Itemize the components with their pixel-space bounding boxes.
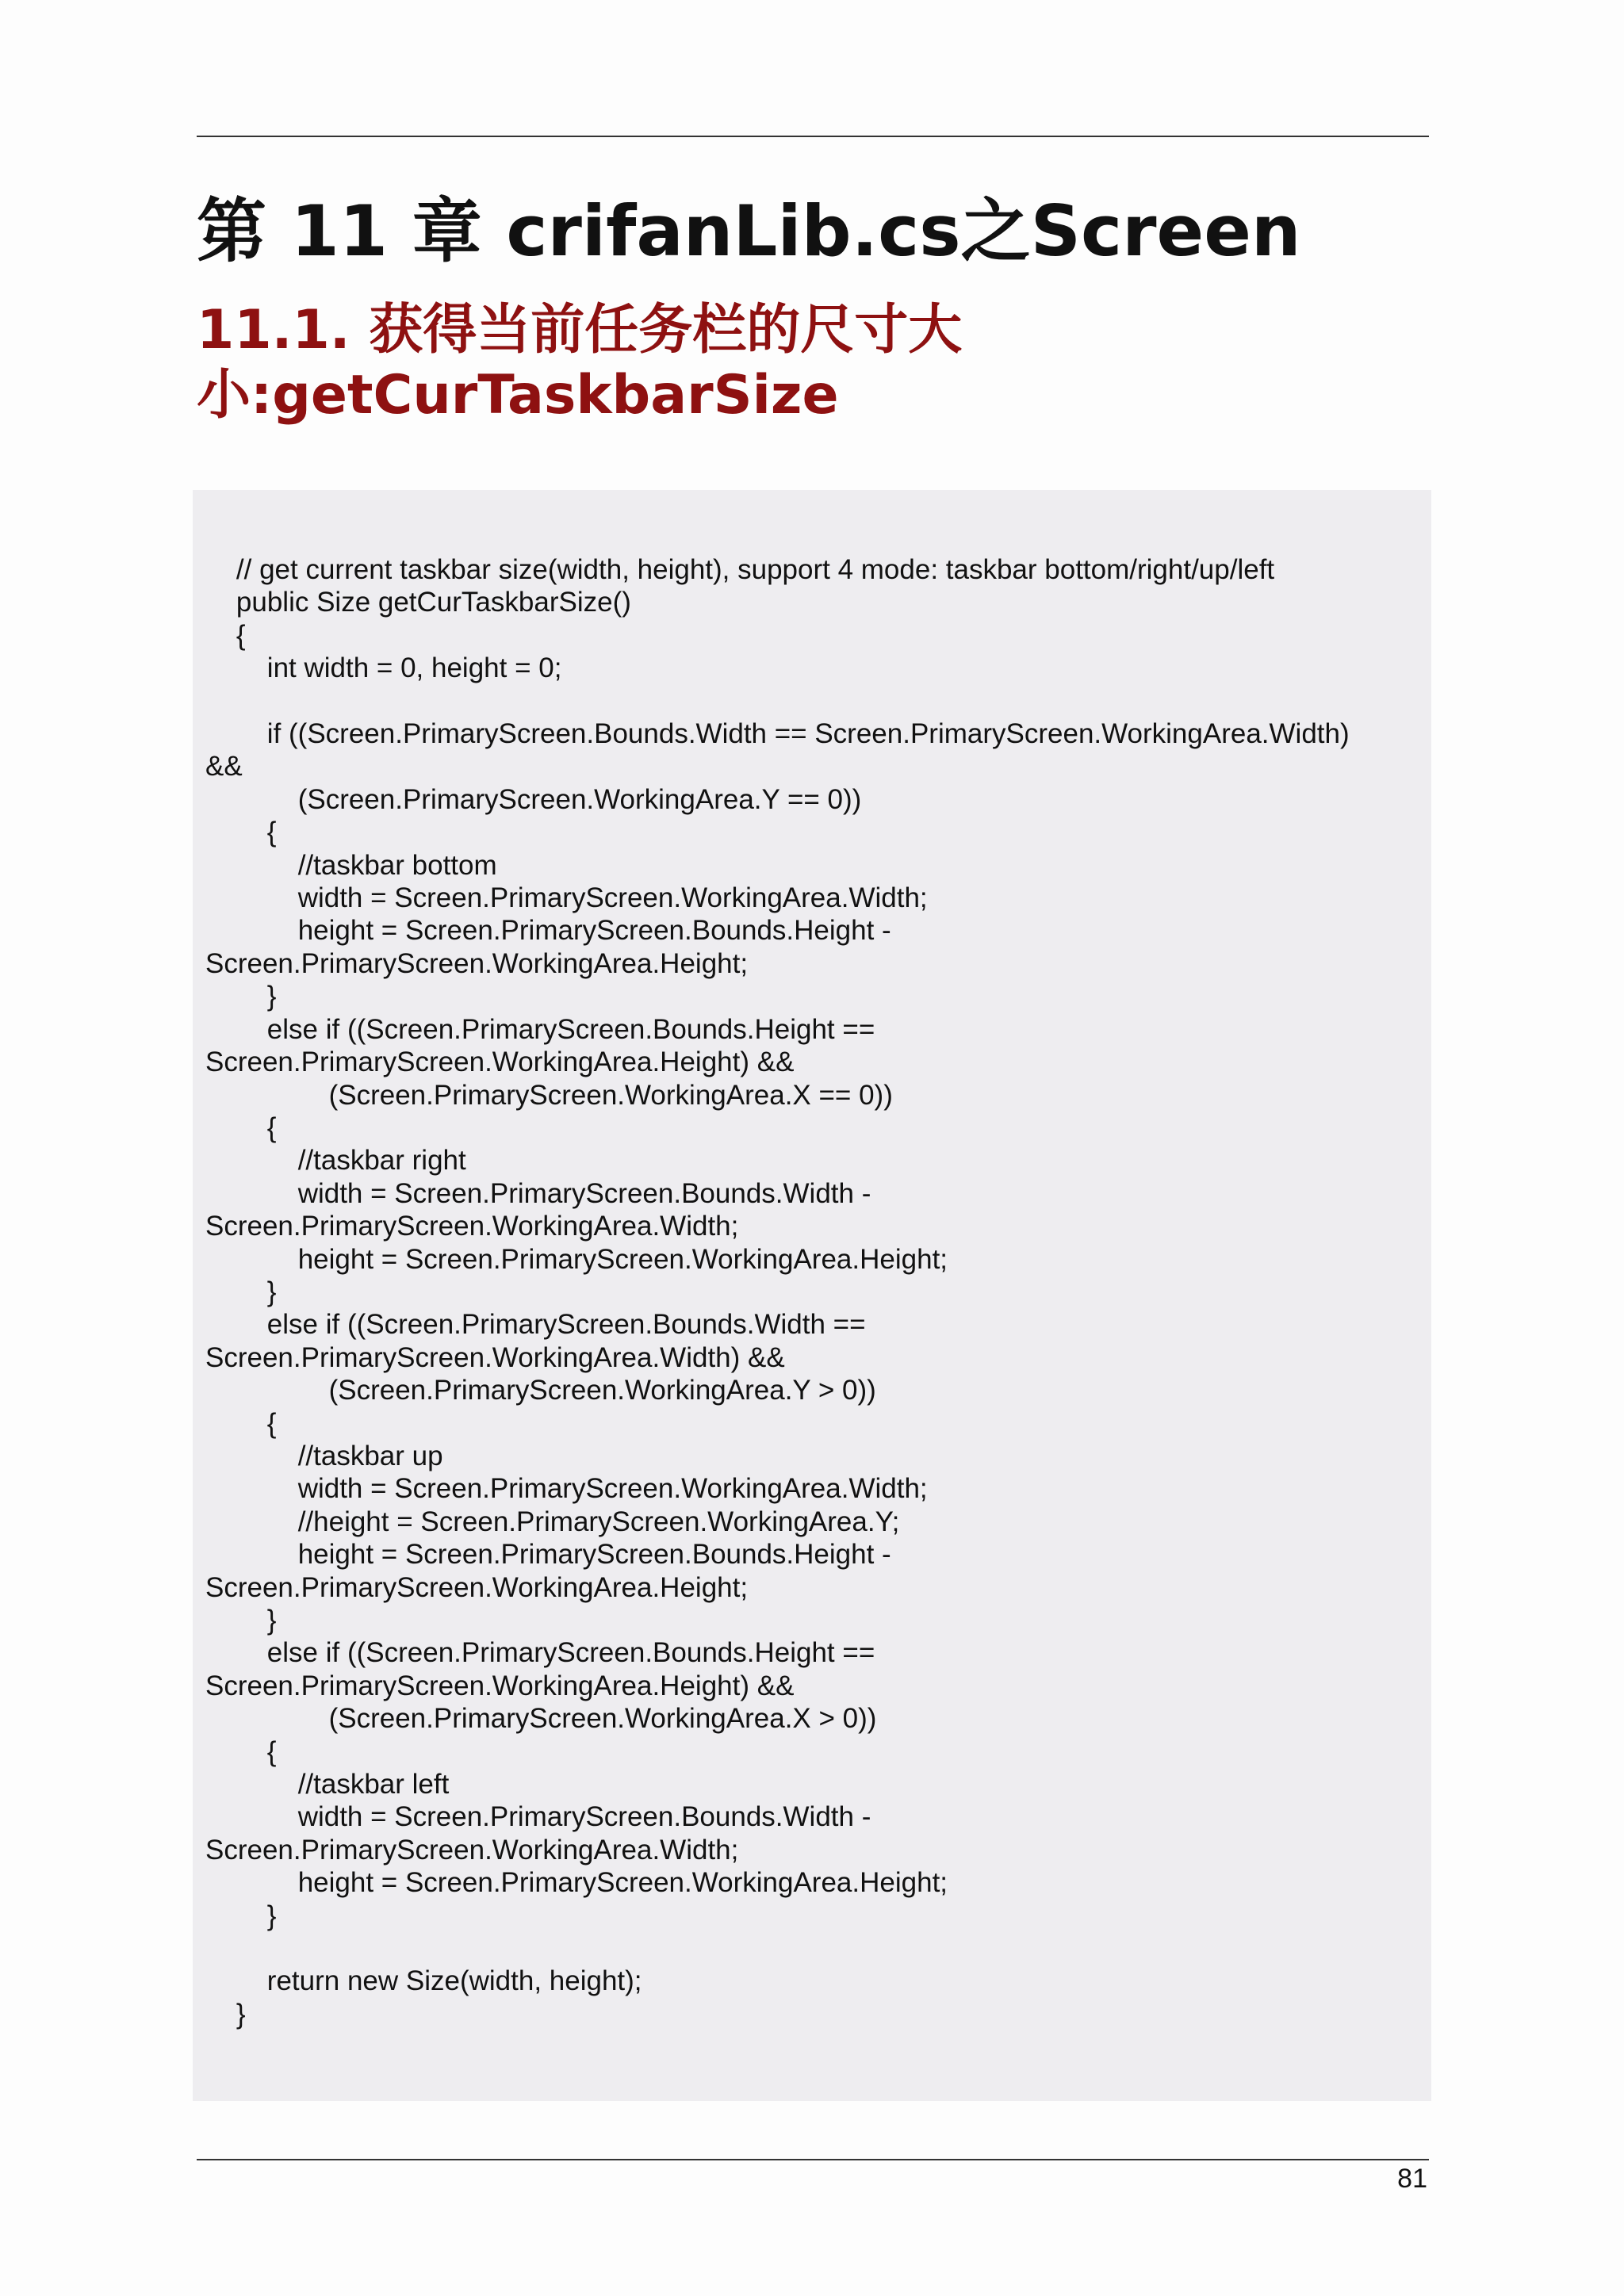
header-rule (197, 136, 1429, 137)
section-title-line-2: 小:getCurTaskbarSize (197, 364, 839, 427)
code-listing: // get current taskbar size(width, height), support 4 mode: taskbar bottom/right/up/left public Size getCurTaskbarSize() { int width = 0, height = 0; if ((Screen.PrimaryScreen.Bounds.Width == Screen.PrimaryScreen.WorkingArea.Width) && (Screen.PrimaryScreen.WorkingArea.Y == 0)) { //taskbar bottom width = Screen.PrimaryScreen.WorkingArea.Width; height = Screen.PrimaryScreen.Bounds.Height - Screen.PrimaryScreen.WorkingArea.Height; } else if ((Screen.PrimaryScreen.Bounds.Height == Screen.PrimaryScreen.WorkingArea.Height) && (Screen.PrimaryScreen.WorkingArea.X == 0)) { //taskbar right width = Screen.PrimaryScreen.Bounds.Width - Screen.PrimaryScreen.WorkingArea.Width; height = Screen.PrimaryScreen.WorkingArea.Height; } else if ((Screen.PrimaryScreen.Bounds.Width == Screen.PrimaryScreen.WorkingArea.Width) && (Screen.PrimaryScreen.WorkingArea.Y > 0)) { //taskbar up width = Screen.PrimaryScreen.WorkingArea.Width; //height = Screen.PrimaryScreen.WorkingArea.Y; height = Screen.PrimaryScreen.Bounds.Height - Screen.PrimaryScreen.WorkingArea.Height; } else if ((Screen.PrimaryScreen.Bounds.Height == Screen.PrimaryScreen.WorkingArea.Height) && (Screen.PrimaryScreen.WorkingArea.X > 0)) { //taskbar left width = Screen.PrimaryScreen.Bounds.Width - Screen.PrimaryScreen.WorkingArea.Width; height = Screen.PrimaryScreen.WorkingArea.Height; } return new Size(width, height); } (205, 554, 1350, 2030)
chapter-title: 第 11 章 crifanLib.cs之Screen (197, 190, 1301, 272)
code-listing-box (193, 490, 1431, 2101)
footer-rule (197, 2159, 1429, 2160)
section-title (197, 298, 1429, 428)
page-number: 81 (1397, 2164, 1427, 2194)
section-title-line-1: 11.1. 获得当前任务栏的尺寸大 (197, 299, 963, 362)
